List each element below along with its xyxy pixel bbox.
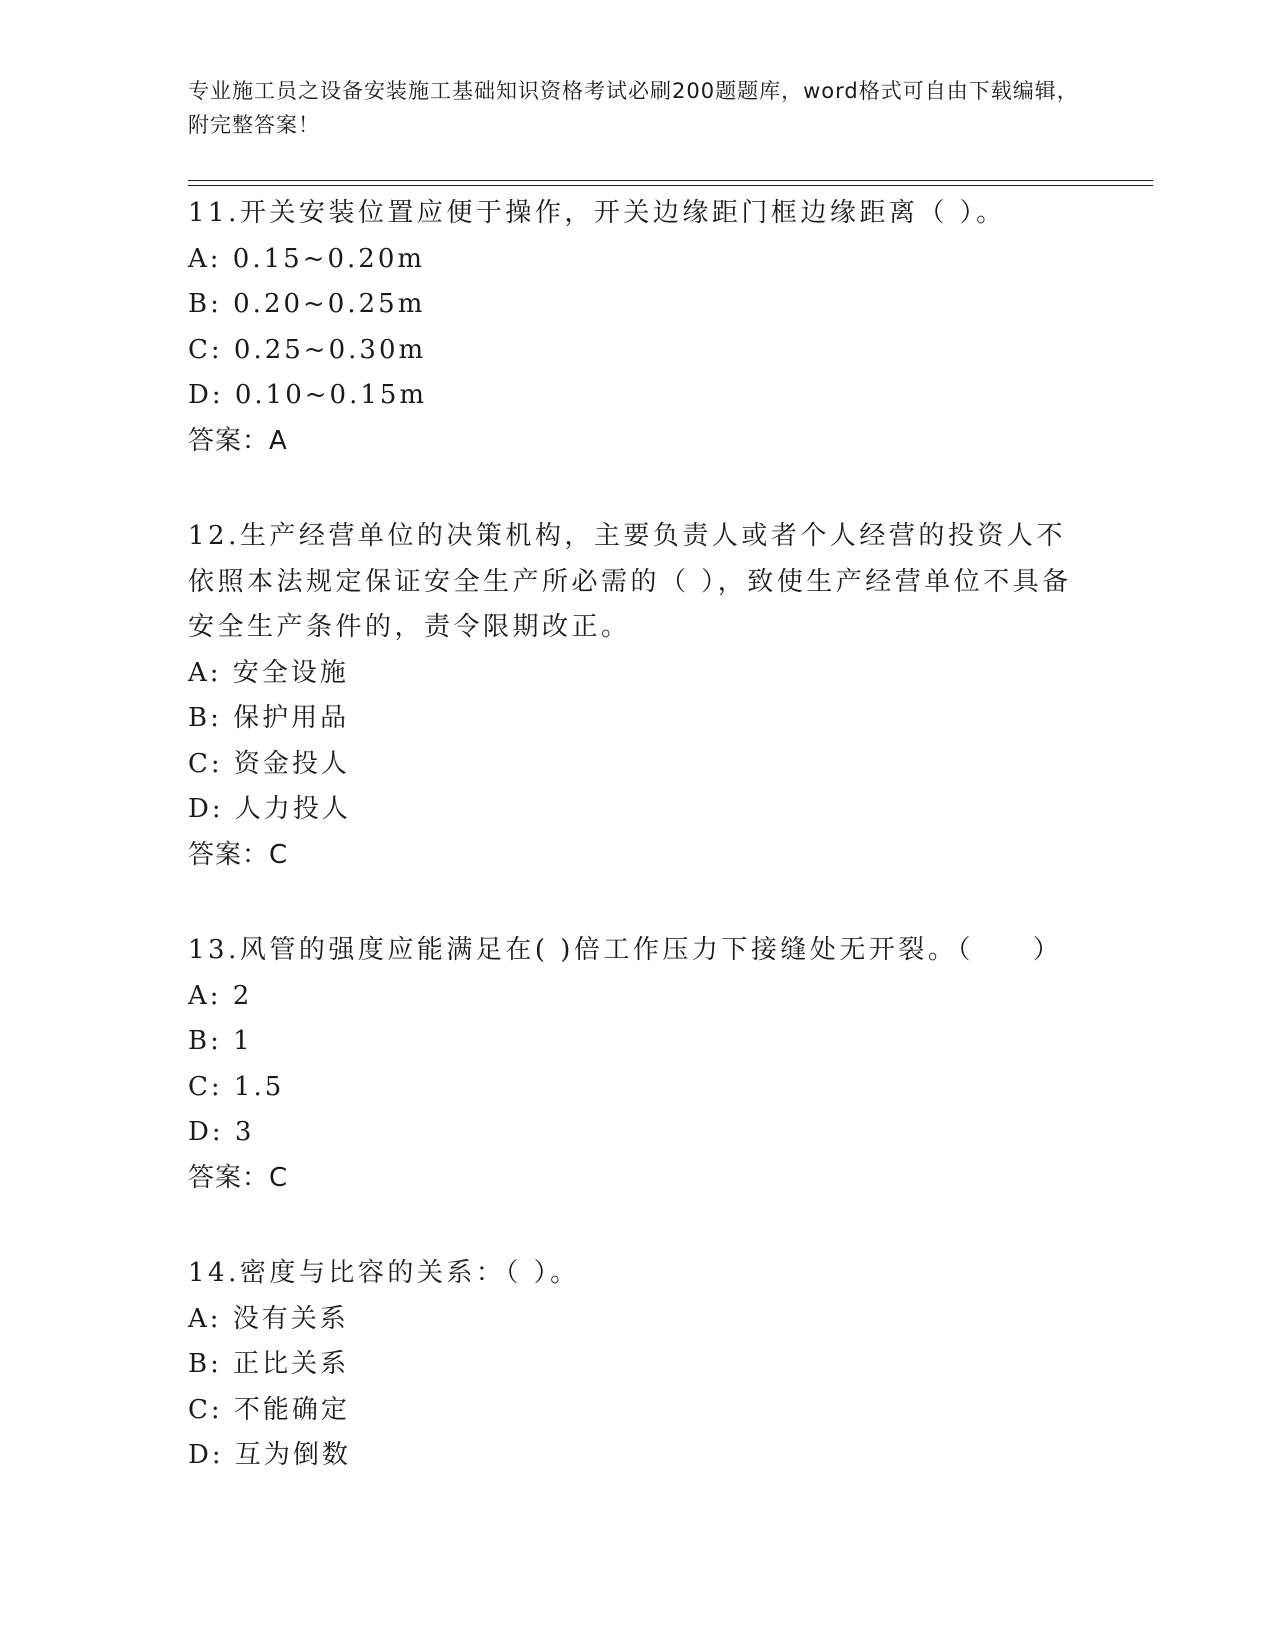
header-divider-bottom xyxy=(188,185,1153,186)
option-d: D: 人力投人 xyxy=(188,794,351,824)
option-b: B: 保护用品 xyxy=(188,703,350,733)
option-b: B: 1 xyxy=(188,1026,253,1056)
question-stem: 13.风管的强度应能满足在( )倍工作压力下接缝处无开裂。（ ） xyxy=(188,935,1063,965)
question-list xyxy=(188,191,1088,1529)
option-b: B: 0.20~0.25m xyxy=(188,289,426,319)
answer-text: 答案：A xyxy=(188,425,288,456)
question-stem: 12.生产经营单位的决策机构，主要负责人或者个人经营的投资人不依照本法规定保证安全生产所必需的（ ），致使生产经营单位不具备安全生产条件的，责令限期改正。 xyxy=(188,521,1072,642)
answer-text: 答案：C xyxy=(188,1162,289,1193)
option-c: C: 1.5 xyxy=(188,1071,285,1102)
question-12 xyxy=(188,514,1088,878)
header-divider-top xyxy=(188,180,1153,181)
option-a: A: 没有关系 xyxy=(188,1303,349,1334)
option-a: A: 0.15~0.20m xyxy=(188,243,426,274)
question-stem: 11.开关安装位置应便于操作，开关边缘距门框边缘距离（ ）。 xyxy=(188,198,1006,228)
option-c: C: 0.25~0.30m xyxy=(188,334,427,365)
option-d: D: 互为倒数 xyxy=(188,1440,351,1470)
header-title: 专业施工员之设备安装施工基础知识资格考试必刷200题题库，word格式可自由下载编辑，附完整答案！ xyxy=(188,79,1079,137)
option-c: C: 不能确定 xyxy=(188,1394,350,1425)
option-b: B: 正比关系 xyxy=(188,1349,350,1379)
option-d: D: 3 xyxy=(188,1117,255,1147)
document-header xyxy=(188,74,1088,142)
question-stem: 14.密度与比容的关系：（ ）。 xyxy=(188,1258,580,1288)
question-14 xyxy=(188,1251,1088,1479)
question-11 xyxy=(188,191,1088,464)
option-a: A: 2 xyxy=(188,980,253,1011)
answer-text: 答案：C xyxy=(188,839,289,870)
question-13 xyxy=(188,928,1088,1201)
option-a: A: 安全设施 xyxy=(188,657,349,688)
option-c: C: 资金投人 xyxy=(188,748,350,779)
option-d: D: 0.10~0.15m xyxy=(188,380,428,410)
